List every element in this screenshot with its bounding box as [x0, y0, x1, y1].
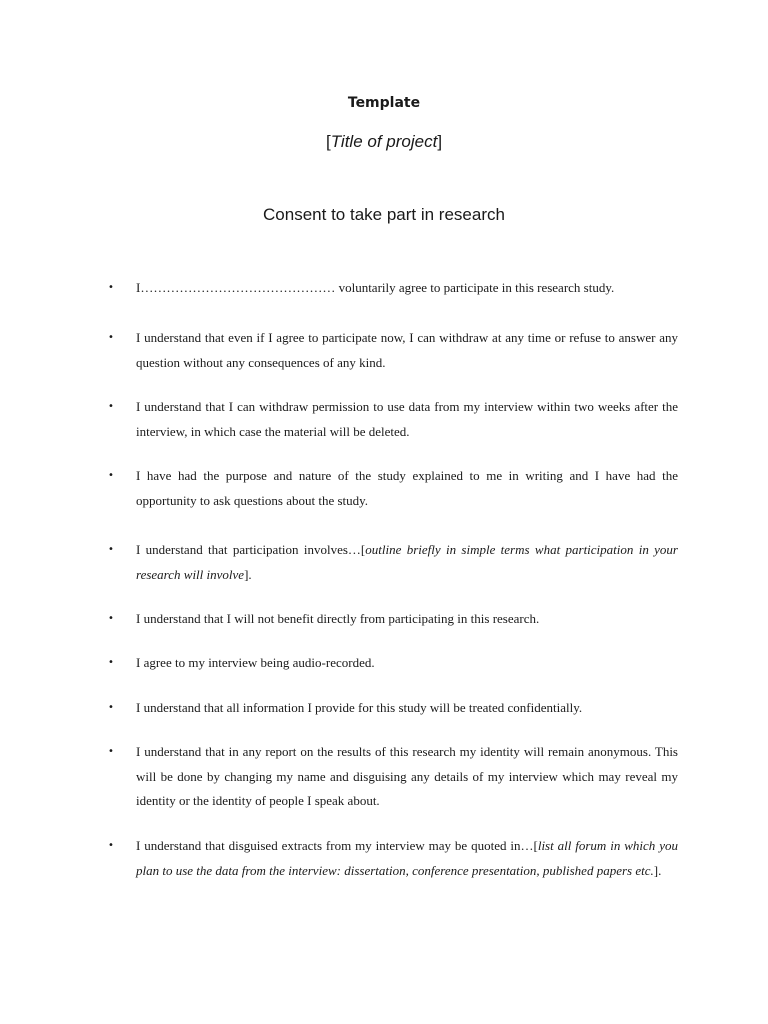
- consent-item-text: I understand that in any report on the results of this research my identity will remain anonymous. This will be done by changing my name and disguising any details of my interview which may reveal my identity or the identity of people I speak about.: [136, 744, 678, 808]
- consent-item-text: I……………………………………… voluntarily agree to participate in this research study.: [136, 280, 615, 295]
- project-title-close-bracket: ]: [437, 132, 443, 151]
- bullet-icon: •: [108, 470, 114, 481]
- consent-item: [108, 395, 678, 444]
- consent-heading: Consent to take part in research: [263, 205, 505, 224]
- consent-item-text-end: ].: [653, 862, 662, 878]
- project-title-heading: [0, 130, 768, 154]
- consent-item-text: I understand that I can withdraw permission to use data from my interview within two weeks after the interview, in which case the material will be deleted.: [136, 399, 678, 439]
- consent-item: [108, 276, 678, 301]
- bullet-icon: •: [108, 544, 114, 555]
- consent-item-text-start: I understand that disguised extracts from my interview may be quoted in…[: [136, 838, 538, 853]
- bullet-icon: •: [108, 401, 114, 412]
- consent-item: [108, 538, 678, 587]
- consent-item-text: [136, 834, 678, 883]
- consent-item: [108, 651, 678, 676]
- bullet-icon: •: [108, 332, 114, 343]
- bullet-icon: •: [108, 746, 114, 757]
- consent-item-text: I have had the purpose and nature of the study explained to me in writing and I have had the opportunity to ask questions about the study.: [136, 468, 678, 508]
- consent-item: [108, 326, 678, 375]
- consent-item: [108, 696, 678, 721]
- consent-item-placeholder: outline briefly in simple terms what participation in your research will involve: [136, 542, 678, 582]
- consent-item-text: I understand that even if I agree to participate now, I can withdraw at any time or refuse to answer any question without any consequences of any kind.: [136, 330, 678, 370]
- consent-item: [108, 607, 678, 632]
- bullet-icon: •: [108, 657, 114, 668]
- consent-item-text: I understand that I will not benefit directly from participating in this research.: [136, 611, 540, 626]
- consent-item-text-end: ].: [244, 566, 252, 582]
- consent-item: [108, 464, 678, 513]
- project-title: Title of project: [330, 132, 438, 151]
- consent-item: [108, 834, 678, 883]
- template-heading: Template: [347, 95, 421, 111]
- consent-item-placeholder: list all forum in which you plan to use the data from the interview: dissertation, conference presentation, published papers etc.: [136, 838, 678, 878]
- bullet-icon: •: [108, 613, 114, 624]
- bullet-icon: •: [108, 840, 114, 851]
- bullet-icon: •: [108, 282, 114, 293]
- project-title-open-bracket: [: [325, 132, 331, 151]
- consent-item: [108, 740, 678, 814]
- bullet-icon: •: [108, 702, 114, 713]
- consent-item-text-start: I understand that participation involves…[: [136, 542, 366, 557]
- consent-item-text: [136, 538, 678, 587]
- consent-item-text: I agree to my interview being audio-recorded.: [136, 655, 375, 670]
- consent-item-text: I understand that all information I provide for this study will be treated confidentially.: [136, 700, 583, 715]
